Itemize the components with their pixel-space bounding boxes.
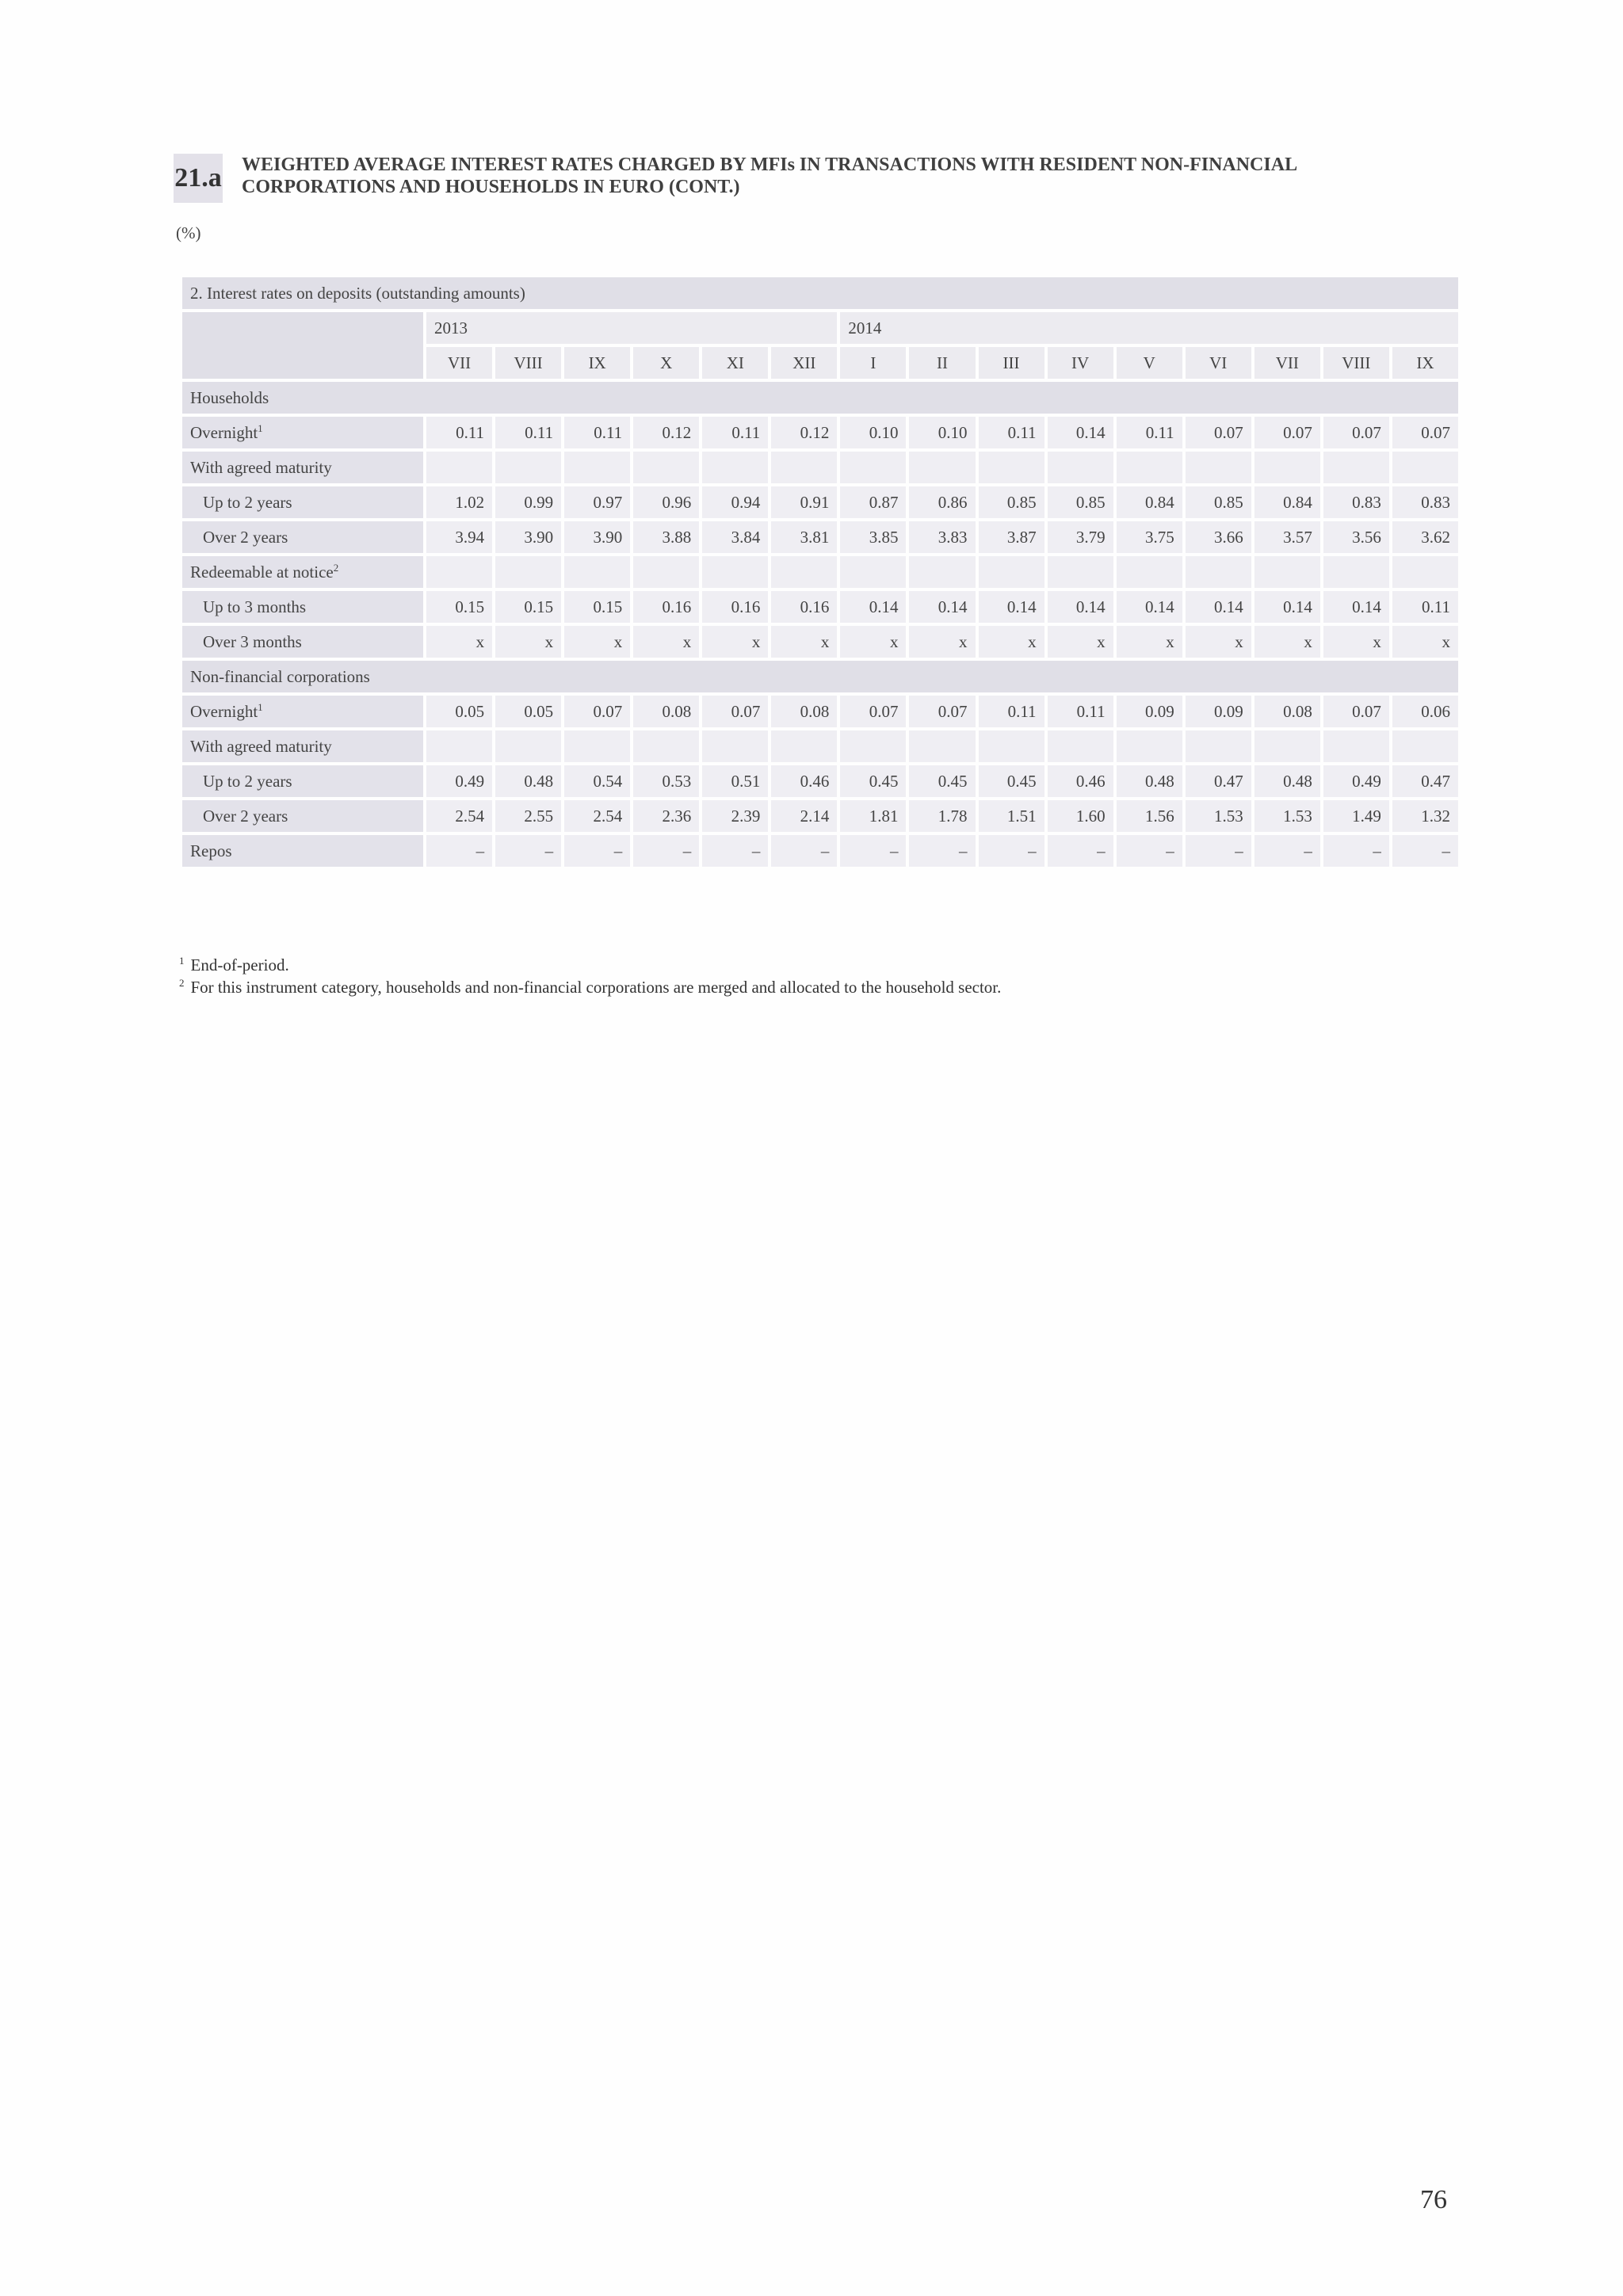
value-cell: 0.48 — [1117, 765, 1182, 797]
value-cell: 3.56 — [1323, 521, 1389, 553]
value-cell: x — [1323, 626, 1389, 658]
value-cell: 0.96 — [633, 486, 699, 518]
value-cell: 0.11 — [702, 417, 768, 448]
value-cell: 0.86 — [909, 486, 975, 518]
value-cell: x — [1117, 626, 1182, 658]
value-cell: 0.07 — [1254, 417, 1320, 448]
value-cell: – — [1117, 835, 1182, 867]
value-cell: 0.16 — [771, 591, 837, 623]
value-cell: x — [426, 626, 492, 658]
footnotes — [179, 954, 1001, 998]
footnote-ref: 1 — [258, 421, 263, 434]
value-cell — [1186, 452, 1251, 483]
value-cell: 0.48 — [495, 765, 561, 797]
value-cell — [426, 556, 492, 588]
value-cell — [1048, 730, 1113, 762]
value-cell: 1.53 — [1186, 800, 1251, 832]
table-row — [182, 765, 1458, 797]
row-label-text: Redeemable at notice — [190, 562, 334, 582]
value-cell: 0.07 — [702, 696, 768, 727]
table-row — [182, 800, 1458, 832]
row-label — [182, 626, 423, 658]
value-cell: 0.85 — [979, 486, 1044, 518]
value-cell: 0.16 — [633, 591, 699, 623]
value-cell: 0.07 — [840, 696, 906, 727]
value-cell: 1.60 — [1048, 800, 1113, 832]
table-title-line-2: CORPORATIONS AND HOUSEHOLDS IN EURO (CONT.) — [242, 177, 740, 197]
month-header: IX — [1392, 347, 1458, 379]
value-cell — [1392, 556, 1458, 588]
value-cell: 0.53 — [633, 765, 699, 797]
year-2013: 2013 — [426, 312, 837, 344]
table-row — [182, 521, 1458, 553]
value-cell: 1.02 — [426, 486, 492, 518]
section-header-row — [182, 661, 1458, 692]
unit-label: (%) — [176, 223, 201, 242]
value-cell: 1.51 — [979, 800, 1044, 832]
value-cell: – — [702, 835, 768, 867]
value-cell: – — [426, 835, 492, 867]
value-cell — [771, 730, 837, 762]
row-label-text: With agreed maturity — [190, 457, 332, 477]
value-cell: 0.12 — [633, 417, 699, 448]
month-header: III — [979, 347, 1044, 379]
value-cell: 1.49 — [1323, 800, 1389, 832]
value-cell: – — [1323, 835, 1389, 867]
value-cell: 0.14 — [909, 591, 975, 623]
row-label — [182, 765, 423, 797]
table-title — [242, 154, 1462, 198]
value-cell: 3.57 — [1254, 521, 1320, 553]
row-label-text: Repos — [190, 841, 232, 860]
value-cell: 0.11 — [1392, 591, 1458, 623]
value-cell: 0.14 — [840, 591, 906, 623]
value-cell: – — [771, 835, 837, 867]
row-label — [182, 521, 423, 553]
value-cell: 0.07 — [1323, 696, 1389, 727]
row-label-text: Up to 3 months — [203, 597, 307, 616]
table-row — [182, 696, 1458, 727]
value-cell: 0.14 — [1117, 591, 1182, 623]
footnote-text: For this instrument category, households and non-financial corporations are merged and allocated to the household sector. — [190, 978, 1002, 997]
value-cell: 2.54 — [426, 800, 492, 832]
value-cell: 0.84 — [1117, 486, 1182, 518]
value-cell: 3.85 — [840, 521, 906, 553]
value-cell: 2.36 — [633, 800, 699, 832]
value-cell: 0.07 — [564, 696, 630, 727]
value-cell: 0.11 — [564, 417, 630, 448]
value-cell: 0.84 — [1254, 486, 1320, 518]
footnote-text: End-of-period. — [190, 955, 289, 974]
value-cell — [1323, 556, 1389, 588]
value-cell: 0.45 — [909, 765, 975, 797]
value-cell: 0.11 — [1048, 696, 1113, 727]
value-cell: 3.90 — [495, 521, 561, 553]
value-cell — [909, 730, 975, 762]
month-header: I — [840, 347, 906, 379]
value-cell — [1048, 556, 1113, 588]
value-cell: – — [1254, 835, 1320, 867]
value-cell: 0.10 — [909, 417, 975, 448]
value-cell: 2.55 — [495, 800, 561, 832]
value-cell: – — [840, 835, 906, 867]
value-cell — [633, 452, 699, 483]
value-cell — [633, 730, 699, 762]
value-cell: x — [771, 626, 837, 658]
value-cell: 0.47 — [1392, 765, 1458, 797]
row-label-text: Overnight — [190, 701, 258, 721]
value-cell: 3.87 — [979, 521, 1044, 553]
month-header: V — [1117, 347, 1182, 379]
value-cell: 0.83 — [1323, 486, 1389, 518]
table-header — [174, 154, 1457, 204]
row-label-text: Up to 2 years — [203, 771, 292, 791]
row-label — [182, 452, 423, 483]
value-cell — [702, 730, 768, 762]
table-row — [182, 591, 1458, 623]
value-cell: x — [495, 626, 561, 658]
section-header-row — [182, 382, 1458, 414]
table-row — [182, 556, 1458, 588]
value-cell — [495, 730, 561, 762]
row-label — [182, 417, 423, 448]
row-label — [182, 835, 423, 867]
value-cell: – — [1048, 835, 1113, 867]
value-cell: 0.11 — [495, 417, 561, 448]
value-cell: 0.12 — [771, 417, 837, 448]
table-title-line-1: WEIGHTED AVERAGE INTEREST RATES CHARGED BY MFIs IN TRANSACTIONS WITH RESIDENT NON-FINANCIAL — [242, 154, 1298, 175]
value-cell — [1254, 452, 1320, 483]
value-cell: 3.83 — [909, 521, 975, 553]
value-cell: 0.11 — [1117, 417, 1182, 448]
value-cell: 2.14 — [771, 800, 837, 832]
value-cell: – — [495, 835, 561, 867]
row-label-text: With agreed maturity — [190, 736, 332, 756]
footnote-mark: 2 — [179, 977, 185, 989]
value-cell: 0.15 — [426, 591, 492, 623]
footnote-ref: 1 — [258, 700, 263, 713]
value-cell: 0.91 — [771, 486, 837, 518]
value-cell: 3.81 — [771, 521, 837, 553]
value-cell — [840, 730, 906, 762]
value-cell: 3.79 — [1048, 521, 1113, 553]
value-cell — [1117, 556, 1182, 588]
value-cell — [426, 730, 492, 762]
row-label-text: Over 3 months — [203, 631, 302, 651]
value-cell: 0.85 — [1186, 486, 1251, 518]
table-number: 21.a — [174, 154, 223, 203]
value-cell — [979, 452, 1044, 483]
value-cell: 0.51 — [702, 765, 768, 797]
value-cell: 1.32 — [1392, 800, 1458, 832]
footnote-1 — [179, 954, 1001, 976]
value-cell: 0.14 — [1048, 591, 1113, 623]
value-cell: 1.53 — [1254, 800, 1320, 832]
value-cell: 0.83 — [1392, 486, 1458, 518]
value-cell: 0.14 — [1048, 417, 1113, 448]
footnote-mark: 1 — [179, 955, 185, 967]
value-cell — [1117, 730, 1182, 762]
row-label — [182, 800, 423, 832]
value-cell: 0.06 — [1392, 696, 1458, 727]
value-cell: 0.08 — [1254, 696, 1320, 727]
value-cell: 0.07 — [909, 696, 975, 727]
value-cell: 0.47 — [1186, 765, 1251, 797]
value-cell: 0.05 — [426, 696, 492, 727]
header-corner — [182, 312, 423, 379]
value-cell — [1117, 452, 1182, 483]
value-cell: 0.49 — [1323, 765, 1389, 797]
value-cell — [771, 452, 837, 483]
value-cell — [702, 556, 768, 588]
value-cell: 0.87 — [840, 486, 906, 518]
value-cell: 3.90 — [564, 521, 630, 553]
month-header: VIII — [1323, 347, 1389, 379]
month-header: VIII — [495, 347, 561, 379]
value-cell — [702, 452, 768, 483]
row-label — [182, 556, 423, 588]
value-cell: 3.84 — [702, 521, 768, 553]
value-cell: 0.48 — [1254, 765, 1320, 797]
value-cell: 1.81 — [840, 800, 906, 832]
value-cell: x — [1186, 626, 1251, 658]
value-cell: 0.09 — [1117, 696, 1182, 727]
value-cell: 0.14 — [1186, 591, 1251, 623]
value-cell: 0.05 — [495, 696, 561, 727]
value-cell: x — [564, 626, 630, 658]
section-title: Non-financial corporations — [182, 661, 1458, 692]
value-cell — [1323, 730, 1389, 762]
month-header: X — [633, 347, 699, 379]
year-2014: 2014 — [840, 312, 1458, 344]
table-row — [182, 835, 1458, 867]
value-cell: x — [909, 626, 975, 658]
month-header: II — [909, 347, 975, 379]
table-row — [182, 452, 1458, 483]
month-header: VII — [1254, 347, 1320, 379]
table-caption-row — [182, 277, 1458, 309]
value-cell — [840, 556, 906, 588]
value-cell — [564, 452, 630, 483]
value-cell — [633, 556, 699, 588]
value-cell: 3.62 — [1392, 521, 1458, 553]
value-cell: 0.11 — [979, 417, 1044, 448]
table-row — [182, 486, 1458, 518]
footnote-2 — [179, 976, 1001, 998]
month-header: XI — [702, 347, 768, 379]
value-cell: x — [1254, 626, 1320, 658]
value-cell: 0.85 — [1048, 486, 1113, 518]
value-cell — [564, 556, 630, 588]
value-cell — [564, 730, 630, 762]
table-row — [182, 730, 1458, 762]
month-header: XII — [771, 347, 837, 379]
value-cell: 2.39 — [702, 800, 768, 832]
value-cell — [909, 556, 975, 588]
value-cell: 0.14 — [1254, 591, 1320, 623]
value-cell: 0.49 — [426, 765, 492, 797]
value-cell: 0.07 — [1186, 417, 1251, 448]
value-cell: – — [1392, 835, 1458, 867]
value-cell: 1.78 — [909, 800, 975, 832]
value-cell: 3.88 — [633, 521, 699, 553]
section-title: Households — [182, 382, 1458, 414]
year-header-row — [182, 312, 1458, 344]
value-cell: 0.99 — [495, 486, 561, 518]
value-cell — [1254, 730, 1320, 762]
value-cell — [840, 452, 906, 483]
value-cell: 0.94 — [702, 486, 768, 518]
value-cell — [1392, 452, 1458, 483]
value-cell: 0.07 — [1392, 417, 1458, 448]
value-cell: 0.10 — [840, 417, 906, 448]
value-cell — [1323, 452, 1389, 483]
value-cell: x — [1048, 626, 1113, 658]
value-cell: 0.46 — [771, 765, 837, 797]
row-label — [182, 486, 423, 518]
value-cell: 3.94 — [426, 521, 492, 553]
value-cell: 0.11 — [426, 417, 492, 448]
value-cell: 0.45 — [840, 765, 906, 797]
value-cell: 0.46 — [1048, 765, 1113, 797]
table-caption: 2. Interest rates on deposits (outstanding amounts) — [182, 277, 1458, 309]
value-cell: x — [1392, 626, 1458, 658]
value-cell: 3.66 — [1186, 521, 1251, 553]
value-cell: 0.54 — [564, 765, 630, 797]
value-cell — [1186, 556, 1251, 588]
row-label-text: Over 2 years — [203, 806, 288, 826]
row-label — [182, 696, 423, 727]
interest-rates-table — [179, 274, 1461, 870]
row-label — [182, 730, 423, 762]
value-cell: 0.08 — [771, 696, 837, 727]
page-number: 76 — [1420, 2185, 1447, 2214]
value-cell: 3.75 — [1117, 521, 1182, 553]
value-cell — [495, 556, 561, 588]
value-cell — [771, 556, 837, 588]
value-cell: 0.97 — [564, 486, 630, 518]
value-cell: 0.14 — [1323, 591, 1389, 623]
value-cell — [1186, 730, 1251, 762]
value-cell: – — [909, 835, 975, 867]
value-cell: 1.56 — [1117, 800, 1182, 832]
month-header: VII — [426, 347, 492, 379]
row-label-text: Over 2 years — [203, 527, 288, 547]
table-row — [182, 626, 1458, 658]
value-cell — [426, 452, 492, 483]
value-cell: 0.09 — [1186, 696, 1251, 727]
value-cell: 2.54 — [564, 800, 630, 832]
row-label-text: Overnight — [190, 422, 258, 442]
value-cell: x — [840, 626, 906, 658]
value-cell: x — [979, 626, 1044, 658]
row-label — [182, 591, 423, 623]
value-cell: 0.11 — [979, 696, 1044, 727]
value-cell: – — [564, 835, 630, 867]
value-cell — [979, 730, 1044, 762]
value-cell — [909, 452, 975, 483]
table-row — [182, 417, 1458, 448]
value-cell: x — [702, 626, 768, 658]
value-cell: – — [633, 835, 699, 867]
value-cell — [1048, 452, 1113, 483]
month-header: IX — [564, 347, 630, 379]
value-cell: 0.08 — [633, 696, 699, 727]
value-cell — [1254, 556, 1320, 588]
value-cell: 0.45 — [979, 765, 1044, 797]
value-cell: x — [633, 626, 699, 658]
footnote-ref: 2 — [333, 561, 339, 574]
value-cell — [979, 556, 1044, 588]
value-cell — [495, 452, 561, 483]
value-cell: 0.15 — [564, 591, 630, 623]
value-cell: – — [979, 835, 1044, 867]
value-cell — [1392, 730, 1458, 762]
month-header: IV — [1048, 347, 1113, 379]
value-cell: 0.15 — [495, 591, 561, 623]
value-cell: 0.16 — [702, 591, 768, 623]
value-cell: 0.07 — [1323, 417, 1389, 448]
value-cell: 0.14 — [979, 591, 1044, 623]
value-cell: – — [1186, 835, 1251, 867]
row-label-text: Up to 2 years — [203, 492, 292, 512]
month-header: VI — [1186, 347, 1251, 379]
